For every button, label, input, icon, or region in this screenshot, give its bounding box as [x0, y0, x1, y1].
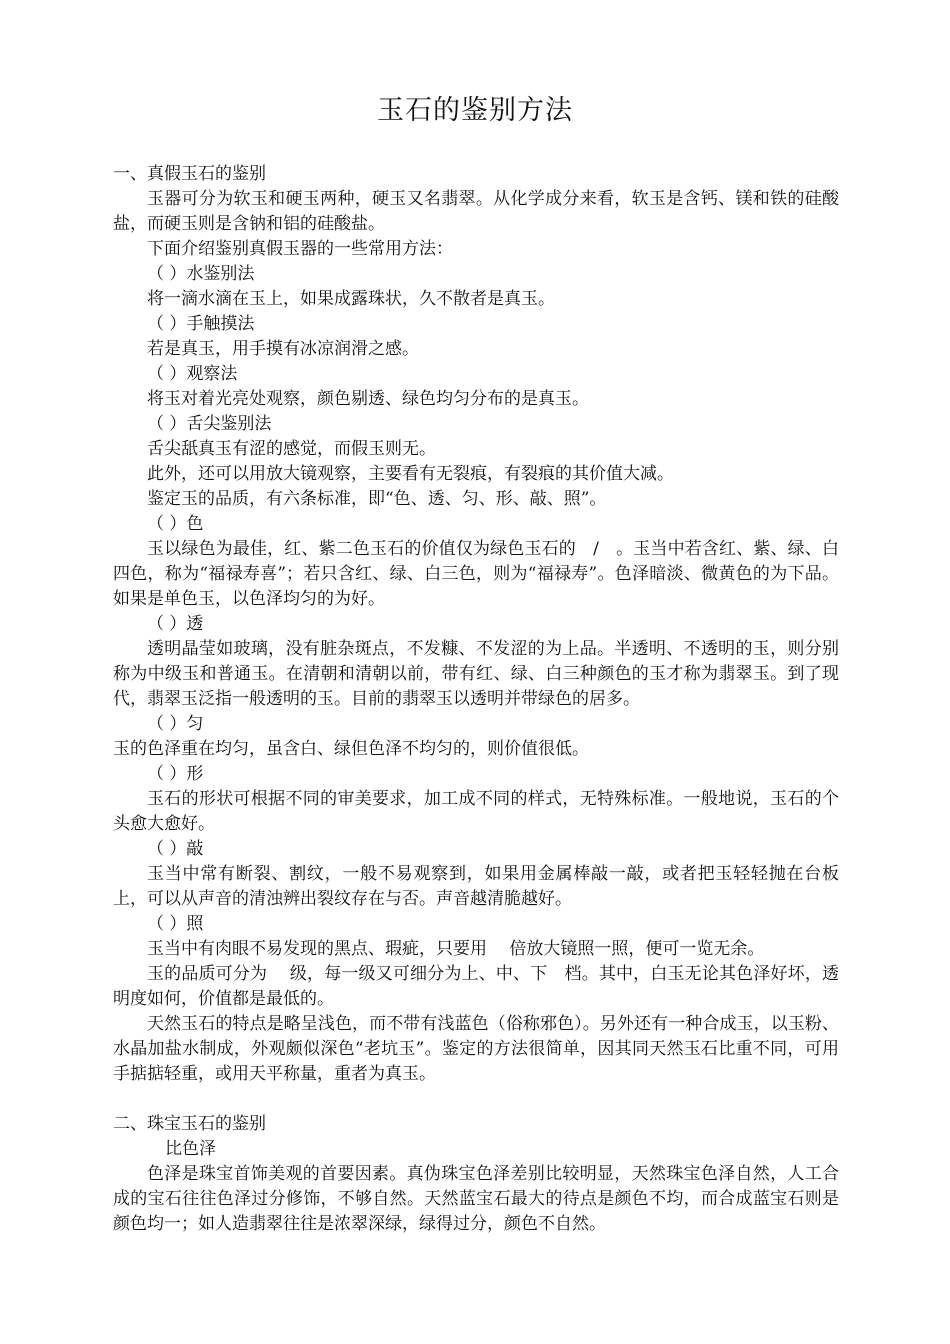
text-paragraph: 玉的色泽重在均匀，虽含白、绿但色泽不均匀的，则价值很低。: [113, 739, 589, 759]
text-paragraph: 将玉对着光亮处观察，颜色剔透、绿色均匀分布的是真玉。: [147, 389, 589, 409]
text-paragraph: 玉器可分为软玉和硬玉两种，硬玉又名翡翠。从化学成分来看，软玉是含钙、镁和铁的硅酸盐，而硬玉则是含钠和铝的硅酸盐。: [113, 189, 839, 234]
text-paragraph: （ ）形: [147, 764, 204, 784]
text-paragraph: 一、真假玉石的鉴别: [113, 164, 266, 184]
text-paragraph: 玉的品质可分为 级，每一级又可细分为上、中、下 档。其中，白玉无论其色泽好坏，透明度如何，价值都是最低的。: [113, 964, 839, 1009]
text-paragraph: （ ）手触摸法: [147, 314, 255, 334]
text-paragraph: 色泽是珠宝首饰美观的首要因素。真伪珠宝色泽差别比较明显，天然珠宝色泽自然，人工合成的宝石往往色泽过分修饰，不够自然。天然蓝宝石最大的待点是颜色不均，而合成蓝宝石则是颜色均一；如人造翡翠往往是浓翠深绿，绿得过分，颜色不自然。: [113, 1164, 839, 1234]
document-body: [113, 162, 839, 1237]
document-title: 玉石的鉴别方法: [377, 95, 573, 126]
text-paragraph: 透明晶莹如玻璃，没有脏杂斑点，不发糠、不发涩的为上品。半透明、不透明的玉，则分别称为中级玉和普通玉。在清朝和清朝以前，带有红、绿、白三种颜色的玉才称为翡翠玉。到了现代，翡翠玉泛指一般透明的玉。目前的翡翠玉以透明并带绿色的居多。: [113, 639, 839, 709]
text-paragraph: 舌尖舐真玉有涩的感觉，而假玉则无。: [147, 439, 436, 459]
text-paragraph: 比色泽: [165, 1139, 216, 1159]
text-paragraph: （ ）舌尖鉴别法: [147, 414, 272, 434]
text-paragraph: （ ）敲: [147, 839, 204, 859]
text-paragraph: （ ）匀: [147, 714, 204, 734]
text-paragraph: （ ）透: [147, 614, 204, 634]
text-paragraph: 若是真玉，用手摸有冰凉润滑之感。: [147, 339, 419, 359]
text-paragraph: （ ）水鉴别法: [147, 264, 255, 284]
text-paragraph: 玉当中有肉眼不易发现的黑点、瑕疵，只要用 倍放大镜照一照，便可一览无余。: [147, 939, 765, 959]
text-paragraph: （ ）观察法: [147, 364, 238, 384]
text-paragraph: 下面介绍鉴别真假玉器的一些常用方法：: [147, 239, 453, 259]
text-paragraph: 鉴定玉的品质，有六条标准，即“色、透、匀、形、敲、照”。: [147, 489, 607, 509]
text-paragraph: 玉当中常有断裂、割纹，一般不易观察到，如果用金属棒敲一敲，或者把玉轻轻抛在台板上，可以从声音的清浊辨出裂纹存在与否。声音越清脆越好。: [113, 864, 839, 909]
section-gap: [113, 1087, 839, 1112]
text-paragraph: （ ）照: [147, 914, 204, 934]
text-paragraph: 二、珠宝玉石的鉴别: [113, 1114, 266, 1134]
text-paragraph: 玉以绿色为最佳，红、紫二色玉石的价值仅为绿色玉石的 / 。玉当中若含红、紫、绿、白四色，称为“福禄寿喜”；若只含红、绿、白三色，则为“福禄寿”。色泽暗淡、微黄色的为下品。如果是单色玉，以色泽均匀的为好。: [113, 539, 839, 609]
text-paragraph: 玉石的形状可根据不同的审美要求，加工成不同的样式，无特殊标准。一般地说，玉石的个头愈大愈好。: [113, 789, 839, 834]
text-paragraph: 天然玉石的特点是略呈浅色，而不带有浅蓝色（俗称邪色）。另外还有一种合成玉，以玉粉、水晶加盐水制成，外观颇似深色“老坑玉”。鉴定的方法很简单，因其同天然玉石比重不同，可用手掂掂轻重，或用天平称量，重者为真玉。: [113, 1014, 839, 1084]
text-paragraph: （ ）色: [147, 514, 204, 534]
text-paragraph: 将一滴水滴在玉上，如果成露珠状，久不散者是真玉。: [147, 289, 555, 309]
text-paragraph: 此外，还可以用放大镜观察，主要看有无裂痕，有裂痕的其价值大减。: [147, 464, 674, 484]
